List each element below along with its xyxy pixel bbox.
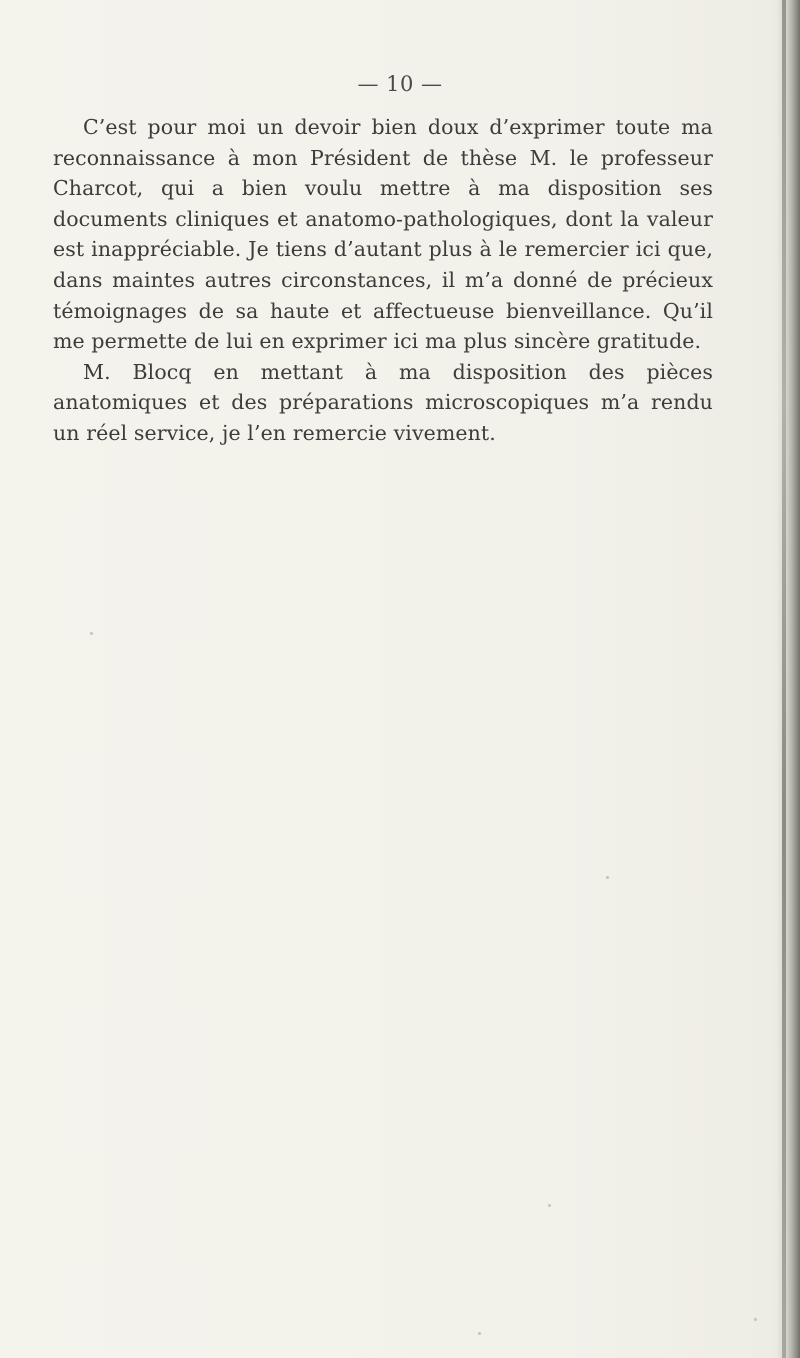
paper-speck [548,1204,551,1207]
paragraph-acknowledgement-blocq: M. Blocq en mettant à ma disposition des pièces anatomiques et des préparations microscopiques m’a rendu un réel service, je l’en remercie vivement. [53,359,713,445]
paper-speck [478,1332,481,1335]
body-text [53,112,713,449]
page-number: — 10 — [357,72,443,96]
paper-speck [754,1318,757,1321]
paper-speck [90,632,93,635]
page-binding-shadow [782,0,786,1358]
paragraph-acknowledgement-charcot: C’est pour moi un devoir bien doux d’exprimer toute ma reconnaissance à mon Président de thèse M. le professeur Charcot, qui a bien voulu mettre à ma disposition ses documents cliniques et anatomo-pathologiques, dont la valeur est inappréciable. Je tiens d’autant plus à le remercier ici que, dans maintes autres circonstances, il m’a donné de précieux témoignages de sa haute et affectueuse bienveillance. Qu’il me permette de lui en exprimer ici ma plus sincère gratitude. [53,115,713,354]
paper-speck [606,876,609,879]
